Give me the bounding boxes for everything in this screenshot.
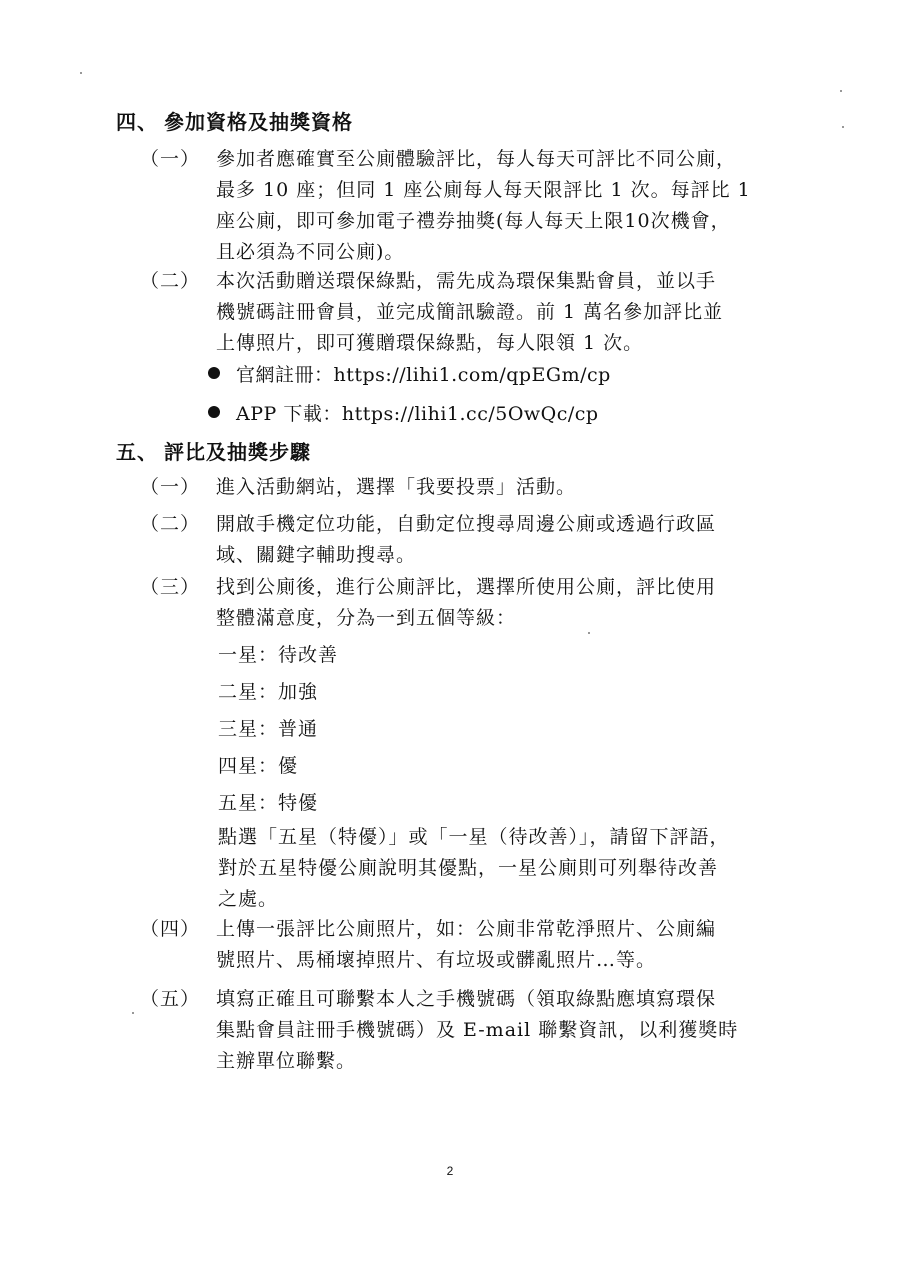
text-line: 主辦單位聯繫。 — [216, 1050, 357, 1072]
text-line: 對於五星特優公廁說明其優點，一星公廁則可列舉待改善 — [218, 857, 719, 879]
text-line: 集點會員註冊手機號碼）及 E-mail 聯繫資訊，以利獲獎時 — [216, 1019, 739, 1041]
section-4-title: 參加資格及抽獎資格 — [164, 110, 353, 134]
item-label: （五） — [140, 988, 201, 1010]
item-text — [216, 266, 820, 359]
bullet-icon — [208, 367, 220, 379]
text-line: 整體滿意度，分為一到五個等級： — [216, 607, 517, 629]
text-line: 本次活動贈送環保綠點，需先成為環保集點會員，並以手 — [216, 270, 717, 292]
page-number: 2 — [446, 1164, 454, 1178]
item-label: （三） — [140, 576, 201, 598]
item-label: （二） — [140, 513, 201, 535]
scan-speck — [80, 72, 82, 74]
section-5-item-5 — [140, 984, 820, 1077]
scan-speck — [132, 1012, 134, 1014]
text-line: 號照片、馬桶壞掉照片、有垃圾或髒亂照片…等。 — [216, 949, 657, 971]
section-5-item-3 — [140, 572, 820, 634]
link-app-download[interactable] — [208, 399, 599, 426]
bullet-icon — [208, 406, 220, 418]
text-line: 最多 10 座；但同 1 座公廁每人每天限評比 1 次。每評比 1 — [216, 179, 751, 201]
scan-speck — [588, 632, 590, 634]
section-4-item-2 — [140, 266, 820, 359]
rating-5-star: 五星：特優 — [218, 792, 319, 814]
scan-speck — [842, 126, 844, 128]
item-label: （四） — [140, 918, 201, 940]
rating-2-star: 二星：加強 — [218, 681, 319, 703]
item-text — [216, 144, 820, 268]
item-label: （二） — [140, 270, 201, 292]
section-4-number: 四、 — [116, 110, 158, 134]
text-line: 填寫正確且可聯繫本人之手機號碼（領取綠點應填寫環保 — [216, 988, 717, 1010]
text-line: 座公廁，即可參加電子禮券抽獎(每人每天上限10次機會， — [216, 210, 731, 232]
item-label: （一） — [140, 148, 201, 170]
rating-3-star: 三星：普通 — [218, 718, 319, 740]
text-line: 找到公廁後，進行公廁評比，選擇所使用公廁，評比使用 — [216, 576, 717, 598]
text-line: 開啟手機定位功能，自動定位搜尋周邊公廁或透過行政區 — [216, 513, 717, 535]
item-label: （一） — [140, 476, 201, 498]
rating-1-star: 一星：待改善 — [218, 644, 339, 666]
text-line: 點選「五星（特優）」或「一星（待改善）」，請留下評語， — [218, 826, 730, 848]
text-line: 上傳照片，即可獲贈環保綠點，每人限領 1 次。 — [216, 332, 644, 354]
item-text — [216, 472, 820, 503]
section-5-item-1 — [140, 472, 820, 503]
section-5-item-2 — [140, 509, 820, 571]
item-text — [216, 914, 820, 976]
text-line: 進入活動網站，選擇「我要投票」活動。 — [216, 476, 577, 498]
item-text — [216, 509, 820, 571]
item-text — [216, 984, 820, 1077]
section-4-heading — [116, 106, 353, 135]
link-text[interactable]: APP 下載：https://lihi1.cc/5OwQc/cp — [236, 403, 599, 425]
link-text[interactable]: 官網註冊：https://lihi1.com/qpEGm/cp — [236, 364, 611, 386]
link-official-register[interactable] — [208, 360, 611, 387]
item-text — [216, 572, 820, 634]
section-5-item-4 — [140, 914, 820, 976]
section-5-title: 評比及抽獎步驟 — [164, 440, 311, 464]
rating-comment-note — [218, 822, 730, 915]
rating-4-star: 四星：優 — [218, 755, 299, 777]
text-line: 機號碼註冊會員，並完成簡訊驗證。前 1 萬名參加評比並 — [216, 301, 724, 323]
text-line: 參加者應確實至公廁體驗評比，每人每天可評比不同公廁， — [216, 148, 737, 170]
text-line: 且必須為不同公廁)。 — [216, 241, 405, 263]
text-line: 上傳一張評比公廁照片，如：公廁非常乾淨照片、公廁編 — [216, 918, 717, 940]
scan-speck — [840, 90, 842, 92]
text-line: 域、關鍵字輔助搜尋。 — [216, 544, 417, 566]
section-5-heading — [116, 436, 311, 465]
section-5-number: 五、 — [116, 440, 158, 464]
text-line: 之處。 — [218, 888, 279, 910]
section-4-item-1 — [140, 144, 820, 268]
